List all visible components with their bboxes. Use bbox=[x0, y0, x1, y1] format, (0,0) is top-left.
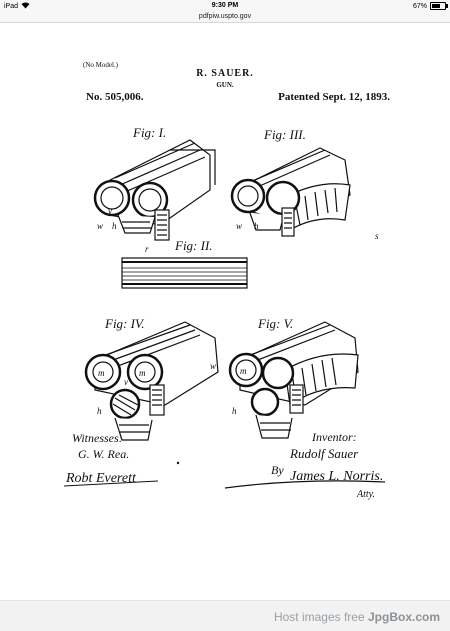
figure-2-drawing bbox=[122, 258, 247, 288]
address-bar[interactable] bbox=[0, 12, 450, 23]
figure-1-letter-w: w bbox=[97, 221, 104, 231]
figure-4-letter-m2: m bbox=[139, 368, 146, 378]
status-bar bbox=[0, 0, 450, 12]
figure-1-letter-v: v bbox=[108, 206, 112, 216]
patentee-name: R. SAUER. bbox=[196, 68, 254, 79]
figure-4-label: Fig: IV. bbox=[105, 316, 145, 331]
address-url: pdfpiw.uspto.gov bbox=[198, 13, 252, 20]
battery-percent: 67% bbox=[412, 2, 427, 10]
patent-drawings bbox=[0, 23, 450, 600]
by-label: By bbox=[271, 463, 284, 477]
figure-5-letter-h: h bbox=[232, 406, 237, 416]
figure-4-drawing bbox=[86, 322, 218, 440]
atty-label: Atty. bbox=[357, 489, 376, 500]
footer-credit[interactable] bbox=[274, 610, 440, 624]
figure-5-letter-m: m bbox=[240, 366, 247, 376]
inventor-signature: Rudolf Sauer bbox=[290, 446, 359, 461]
figure-4-letter-m: m bbox=[98, 368, 105, 378]
figure-4-letter-v: v bbox=[124, 377, 128, 387]
figure-2-letter-r: r bbox=[145, 244, 149, 254]
figure-3-letter-w: w bbox=[236, 221, 243, 231]
figure-1-label: Fig: I. bbox=[133, 125, 167, 140]
patent-document bbox=[0, 23, 450, 600]
attorney-signature: James L. Norris. bbox=[290, 469, 384, 484]
figure-3-letter-s: s bbox=[375, 231, 379, 241]
figure-1-letter-h: h bbox=[112, 221, 117, 231]
figure-5-letter-w: w bbox=[210, 361, 217, 371]
witness-2: Robt Everett bbox=[66, 471, 136, 486]
status-time: 9:30 PM bbox=[211, 2, 239, 9]
figure-5-drawing bbox=[230, 322, 358, 438]
battery-icon bbox=[430, 2, 446, 10]
figure-2-label: Fig: II. bbox=[175, 238, 213, 253]
figure-3-drawing bbox=[232, 148, 350, 236]
witnesses-label: Witnesses: bbox=[72, 431, 123, 445]
figure-3-letter-h: h bbox=[254, 221, 259, 231]
figure-3-label: Fig: III. bbox=[264, 127, 306, 142]
inventor-label: Inventor: bbox=[312, 430, 357, 444]
invention-title: GUN. bbox=[216, 81, 234, 89]
witness-1: G. W. Rea. bbox=[78, 447, 130, 461]
footer-brand-link[interactable]: JpgBox.com bbox=[367, 610, 440, 624]
status-right bbox=[413, 2, 446, 10]
no-model-note: (No Model.) bbox=[83, 61, 118, 69]
patent-number: No. 505,006. bbox=[86, 91, 144, 103]
footer-text: Host images free bbox=[273, 610, 365, 624]
ink-dot bbox=[177, 462, 179, 464]
figure-4-letter-h: h bbox=[97, 406, 102, 416]
battery-fill bbox=[432, 4, 440, 8]
patent-date: Patented Sept. 12, 1893. bbox=[278, 91, 390, 103]
device-name: iPad bbox=[4, 3, 19, 10]
host-footer bbox=[0, 600, 450, 631]
figure-5-label: Fig: V. bbox=[258, 316, 294, 331]
